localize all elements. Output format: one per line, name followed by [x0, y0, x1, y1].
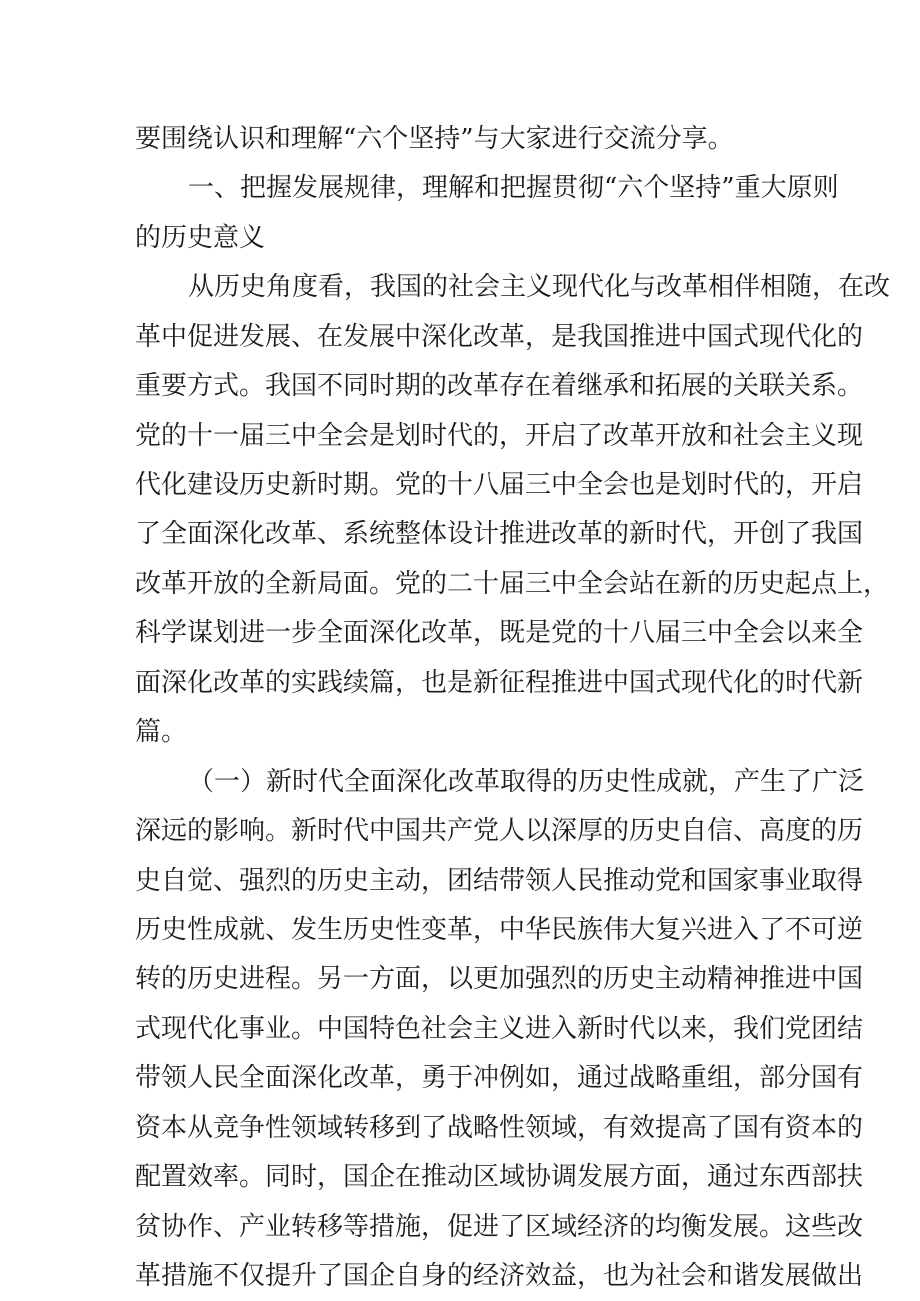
subsection-line-5: 转的历史进程。另一方面，以更加强烈的历史主动精神推进中国	[135, 964, 864, 995]
paragraph-line-11: 面深化改革的实践续篇，也是新征程推进中国式现代化的时代新	[135, 667, 864, 698]
paragraph-line-4: 革中促进发展、在发展中深化改革，是我国推进中国式现代化的	[135, 321, 864, 352]
paragraph-line-7: 代化建设历史新时期。党的十八届三中全会也是划时代的，开启	[135, 470, 864, 501]
subsection-line-3: 史自觉、强烈的历史主动，团结带领人民推动党和国家事业取得	[135, 865, 864, 896]
subsection-line-9: 配置效率。同时，国企在推动区域协调发展方面，通过东西部扶	[135, 1162, 864, 1193]
subsection-line-2: 深远的影响。新时代中国共产党人以深厚的历史自信、高度的历	[135, 816, 864, 847]
paragraph-line-6: 党的十一届三中全会是划时代的，开启了改革开放和社会主义现	[135, 420, 864, 451]
section-heading-line-2: 的历史意义	[135, 222, 266, 253]
subsection-line-1: （一）新时代全面深化改革取得的历史性成就，产生了广泛	[188, 766, 865, 797]
paragraph-line-1: 要围绕认识和理解“六个坚持”与大家进行交流分享。	[135, 124, 734, 154]
section-heading-line-1: 一、把握发展规律，理解和把握贯彻“六个坚持”重大原则	[188, 173, 839, 204]
subsection-line-8: 资本从竞争性领域转移到了战略性领域，有效提高了国有资本的	[135, 1112, 864, 1143]
paragraph-line-3: 从历史角度看，我国的社会主义现代化与改革相伴相随，在改	[188, 272, 891, 303]
paragraph-line-10: 科学谋划进一步全面深化改革，既是党的十八届三中全会以来全	[135, 618, 864, 649]
subsection-line-10: 贫协作、产业转移等措施，促进了区域经济的均衡发展。这些改	[135, 1211, 864, 1242]
paragraph-line-9: 改革开放的全新局面。党的二十届三中全会站在新的历史起点上，	[135, 568, 890, 599]
subsection-line-4: 历史性成就、发生历史性变革，中华民族伟大复兴进入了不可逆	[135, 914, 864, 945]
paragraph-line-5: 重要方式。我国不同时期的改革存在着继承和拓展的关联关系。	[135, 371, 864, 402]
paragraph-line-12: 篇。	[135, 717, 188, 748]
paragraph-line-8: 了全面深化改革、系统整体设计推进改革的新时代，开创了我国	[135, 519, 864, 550]
subsection-line-6: 式现代化事业。中国特色社会主义进入新时代以来，我们党团结	[135, 1013, 864, 1044]
subsection-line-7: 带领人民全面深化改革，勇于冲例如，通过战略重组，部分国有	[135, 1063, 864, 1094]
subsection-line-11: 革措施不仅提升了国企自身的经济效益，也为社会和谐发展做出	[135, 1261, 864, 1291]
